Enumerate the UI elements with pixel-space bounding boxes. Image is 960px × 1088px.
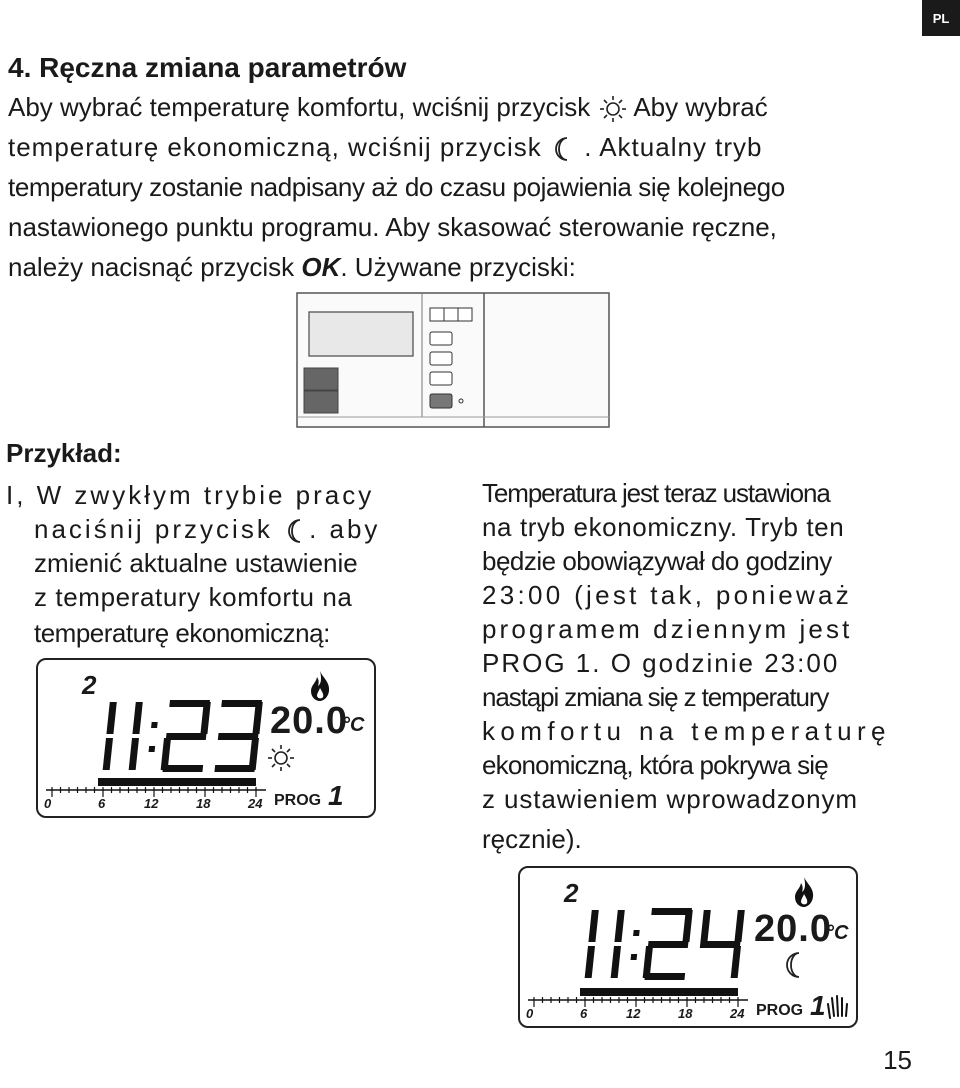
prog-label: PROG <box>756 1002 804 1019</box>
scale-label: 24 <box>730 1006 745 1021</box>
text-span: Aby wybrać <box>633 92 768 122</box>
temperature-readout: 20.0 <box>270 700 348 742</box>
example-right-line: z ustawieniem wprowadzonym <box>482 784 858 814</box>
paragraph-line-4: nastawionego punktu programu. Aby skasować sterowanie ręczne, <box>8 212 777 242</box>
text-span: należy nacisnąć przycisk <box>8 252 295 282</box>
example-right-line: będzie obowiązywał do godziny <box>482 546 832 576</box>
prog-label: PROG <box>274 792 322 809</box>
example-right-line: Temperatura jest teraz ustawiona <box>482 478 830 508</box>
example-title: Przykład: <box>6 438 122 468</box>
lcd-display-1 <box>36 658 376 818</box>
example-right-line: ręcznie). <box>482 824 582 854</box>
prog-number: 1 <box>328 780 344 811</box>
text-span: . Aktualny tryb <box>584 132 763 162</box>
example-right-line: komfortu na temperaturę <box>482 716 891 746</box>
example-left-line <box>34 514 380 545</box>
scale-label: 6 <box>580 1006 588 1021</box>
example-left-line: zmienić aktualne ustawienie <box>34 548 358 578</box>
paragraph-line-5 <box>8 252 576 283</box>
lcd-display-2 <box>518 866 858 1028</box>
scale-label: 0 <box>44 796 52 811</box>
flame-icon <box>792 876 816 908</box>
scale-label: 18 <box>678 1006 693 1021</box>
example-left-line: I, W zwykłym trybie pracy <box>6 480 375 510</box>
example-right-line: ekonomiczną, która pokrywa się <box>482 750 828 780</box>
scale-label: 0 <box>526 1006 534 1021</box>
moon-icon <box>550 135 576 163</box>
scale-label: 24 <box>248 796 263 811</box>
scale-label: 18 <box>196 796 211 811</box>
example-right-line: 23:00 (jest tak, ponieważ <box>482 580 853 610</box>
example-right-line: na tryb ekonomiczny. Tryb ten <box>482 512 845 542</box>
language-badge: PL <box>922 0 960 36</box>
ok-label: OK <box>301 252 341 282</box>
example-left-line: temperaturę ekonomiczną: <box>34 618 330 648</box>
moon-icon <box>782 950 808 980</box>
time-digits <box>580 908 780 980</box>
thermostat-device-illustration <box>296 292 610 428</box>
program-bar <box>528 988 748 1008</box>
moon-icon <box>283 517 309 545</box>
example-right-line: PROG 1. O godzinie 23:00 <box>482 648 840 678</box>
scale-label: 12 <box>626 1006 641 1021</box>
section-heading: 4. Ręczna zmiana parametrów <box>8 52 407 83</box>
day-indicator: 2 <box>82 670 97 700</box>
paragraph-line-2 <box>8 132 763 163</box>
sun-icon <box>266 744 296 772</box>
day-indicator: 2 <box>564 878 579 908</box>
text-span: . Używane przyciski: <box>340 252 576 282</box>
temperature-unit: °C <box>826 922 849 944</box>
paragraph-line-1 <box>8 92 768 123</box>
text-span: temperaturę ekonomiczną, wciśnij przycisk <box>8 132 542 162</box>
prog-number: 1 <box>810 990 826 1021</box>
flame-icon <box>308 670 332 702</box>
scale-label: 6 <box>98 796 106 811</box>
paragraph-line-3: temperatury zostanie nadpisany aż do czasu pojawienia się kolejnego <box>8 172 785 202</box>
example-left-line: z temperatury komfortu na <box>34 582 353 612</box>
text-span: naciśnij przycisk <box>34 514 273 544</box>
example-right-line: nastąpi zmiana się z temperatury <box>482 682 829 712</box>
scale-label: 12 <box>144 796 159 811</box>
temperature-readout: 20.0 <box>754 908 832 950</box>
text-span: Aby wybrać temperaturę komfortu, wciśnij przycisk <box>8 92 591 122</box>
program-bar <box>46 778 266 798</box>
example-right-line: programem dziennym jest <box>482 614 853 644</box>
sun-icon <box>598 95 628 123</box>
temperature-unit: °C <box>342 714 365 736</box>
page-number: 15 <box>883 1045 912 1075</box>
hand-icon <box>824 992 850 1020</box>
text-span: . aby <box>309 514 381 544</box>
